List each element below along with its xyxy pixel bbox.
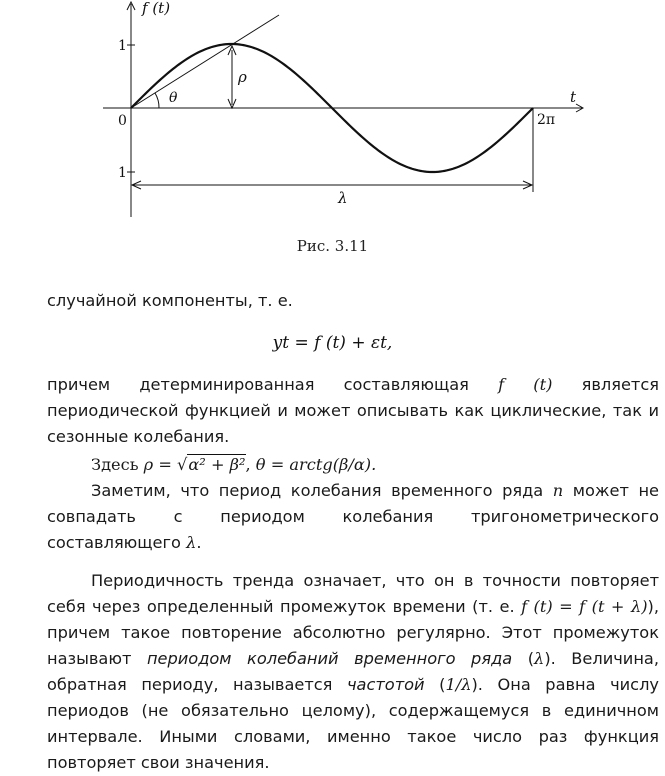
- here-theta: θ = arctg(β/α).: [255, 455, 377, 474]
- tangent-line: [131, 15, 279, 108]
- trend-part-a: Периодичность тренда означает, что он в точности повторяет себя через определенный промежуток времени (т. е.: [47, 571, 659, 616]
- trend-equation: f (t) = f (t + λ): [521, 597, 648, 616]
- origin-label: 0: [118, 113, 127, 129]
- para1-part-a: причем детерминированная составляющая: [47, 375, 499, 394]
- note-n: n: [552, 481, 564, 500]
- paragraph-note: [47, 478, 659, 556]
- note-part-a: Заметим, что период колебания временного ряда: [91, 481, 553, 500]
- rho-label: ρ: [238, 68, 247, 86]
- display-formula: [0, 333, 665, 353]
- sine-figure: [0, 0, 665, 232]
- here-rho: ρ =: [143, 455, 178, 474]
- main-text: [47, 372, 659, 776]
- note-end: .: [196, 533, 202, 552]
- trend-lambda: λ: [534, 649, 545, 668]
- tick-y-bottom-label: 1: [118, 165, 127, 181]
- trend-part-d: ). Величина, обратная периоду, называется: [47, 649, 659, 694]
- formula-text: yt = f (t) + εt,: [272, 333, 393, 353]
- note-part-b: может не совпадать с периодом колебания тригонометрического составляющего: [47, 481, 659, 552]
- trend-part-f: ). Она равна числу периодов (не обязательно целому), содержащемуся в единичном интервале. Иными словами, именно такое число раз функция повторяет свои значения.: [47, 675, 660, 772]
- paragraph-here: Здесь ρ = √α² + β², θ = arctg(β/α).: [91, 455, 377, 474]
- trend-frequency: 1/λ: [445, 675, 472, 694]
- theta-arc: [155, 93, 159, 108]
- trend-term-period: периодом колебаний временного ряда: [146, 649, 513, 668]
- period-end-label: 2π: [537, 112, 556, 128]
- here-sqrt: α² + β²: [188, 455, 246, 474]
- paragraph-periodic: [47, 372, 659, 450]
- intro-line: [47, 288, 659, 314]
- note-lambda: λ: [186, 533, 197, 552]
- lambda-label: λ: [338, 189, 348, 207]
- tick-y-top-label: 1: [118, 38, 127, 54]
- intro-text: случайной компоненты, т. е.: [47, 291, 293, 310]
- para1-part-b: является периодической функцией и может описывать как циклические, так и сезонные колебания.: [47, 375, 659, 446]
- figure-caption: Рис. 3.11: [296, 237, 369, 255]
- trend-term-frequency: частотой: [346, 675, 425, 694]
- here-sep: ,: [245, 455, 256, 474]
- para1-function: f (t): [498, 375, 553, 394]
- x-axis-label: t: [570, 88, 577, 106]
- trend-part-e: (: [424, 675, 446, 694]
- theta-label: θ: [169, 90, 178, 106]
- here-word: Здесь: [91, 455, 144, 474]
- trend-part-c: (: [512, 649, 535, 668]
- paragraph-trend: [47, 568, 659, 776]
- trend-part-b: ), причем такое повторение абсолютно регулярно. Этот промежуток называют: [47, 597, 659, 668]
- y-axis-label: f (t): [142, 0, 171, 17]
